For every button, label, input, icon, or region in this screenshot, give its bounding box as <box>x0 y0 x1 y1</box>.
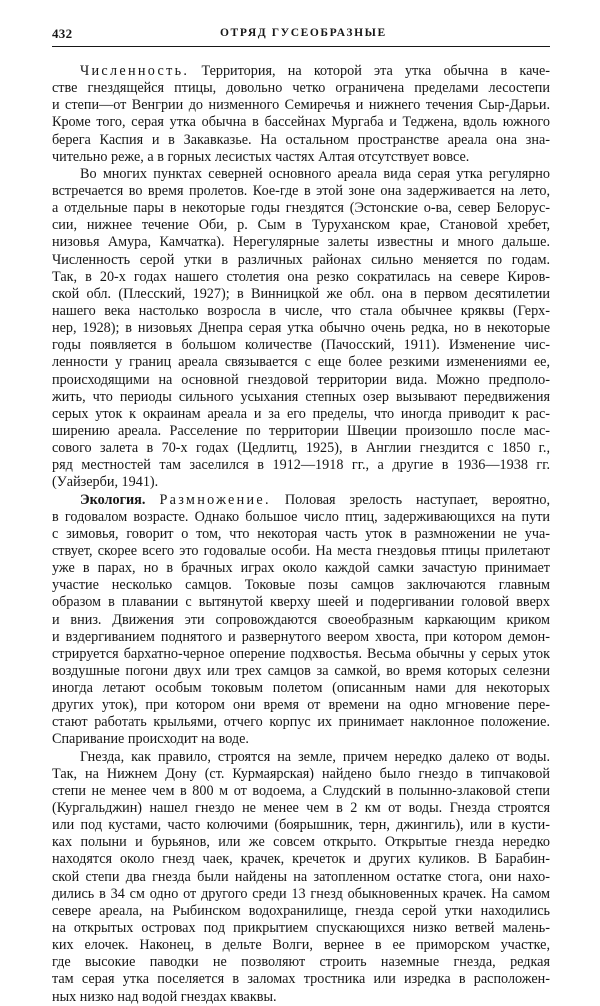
text-run: уже в парах, но в брачных играх около каждой самки зачастую принимает <box>52 560 550 577</box>
text-run: годы появляется в большом количестве (Пачосский, 1911). Изменение чис- <box>52 337 550 354</box>
text-run: ширению ареала. Расселение по территории Швеции произошло после мас- <box>52 422 550 439</box>
text-line <box>52 817 550 834</box>
text-run: Территория, на которой эта утка обычна в каче- <box>189 63 550 79</box>
text-line <box>52 766 550 783</box>
text-line <box>52 234 550 251</box>
text-run: на открытых островах под прикрытием спускающихся низко ветвей малень- <box>52 920 550 937</box>
text-line <box>52 560 550 577</box>
text-line <box>52 337 550 354</box>
text-run: ках полыни и бурьянов, или же совсем открыто. Открытые гнезда нередко <box>52 834 550 851</box>
text-line <box>52 886 550 903</box>
text-run: ской обл. (Плесский, 1927); в Винницкой же обл. она в первом десятилетии <box>52 285 550 302</box>
text-run: Половая зрелость наступает, вероятно, <box>270 491 550 508</box>
page-number: 432 <box>52 26 73 41</box>
text-line <box>52 286 550 303</box>
text-line <box>52 97 550 114</box>
text-line <box>52 714 550 731</box>
text-run: сии, нижнее течение Оби, р. Сым в Туруханском крае, Становой хребет, <box>52 217 550 234</box>
text-line <box>52 971 550 988</box>
text-line <box>52 132 550 149</box>
text-line <box>52 869 550 886</box>
text-line <box>52 217 550 234</box>
text-line <box>52 680 550 697</box>
text-line <box>52 663 550 680</box>
text-run: в годовалом возрасте. Однако большое число птиц, задерживающихся на пути <box>52 508 550 525</box>
text-line <box>52 697 550 714</box>
text-line <box>52 937 550 954</box>
text-run: жить, что периоды сильного усыхания степных озер вызывают передвижения <box>52 388 550 405</box>
text-line <box>52 320 550 337</box>
text-line <box>52 954 550 971</box>
text-line <box>52 509 550 526</box>
text-run: Так, на Нижнем Дону (ст. Курмаярская) найдено было гнездо в типчаковой <box>52 765 550 782</box>
text-line <box>52 749 550 766</box>
running-title: ОТРЯД ГУСЕОБРАЗНЫЕ <box>220 27 387 39</box>
text-line <box>52 440 550 457</box>
text-run: других уток), при котором они время от времени на одно мгновение пере- <box>52 697 550 714</box>
text-line <box>52 577 550 594</box>
text-run <box>145 492 159 508</box>
text-line <box>52 989 550 1006</box>
text-run: Кроме того, серая утка обычна в бассейнах Мургаба и Теджена, вдоль южного <box>52 114 550 131</box>
text-run: серых уток к окраинам ареала и за его пределы, что иногда приводит к рас- <box>52 405 550 422</box>
text-line <box>52 269 550 286</box>
text-run: ской степи два гнезда были найдены на затопленном остатке стога, они нахо- <box>52 868 550 885</box>
text-line <box>52 149 550 166</box>
text-line <box>52 80 550 97</box>
text-run: или под кустами, часто колючими (боярышник, терн, джингиль), или в кусти- <box>52 817 550 834</box>
subsection-heading: Размножение. <box>159 491 271 508</box>
text-run: степи не менее чем в 800 м от водоема, а Слудский в полынно-злаковой степи <box>52 782 550 799</box>
body-text <box>52 63 550 1006</box>
text-line <box>52 526 550 543</box>
text-run: нер, 1928); в низовьях Днепра серая утка обычно очень редка, но в некоторые <box>52 320 550 337</box>
text-line <box>52 903 550 920</box>
text-run: низовья Амура, Камчатка). Нерегулярные залеты известны и много дальше. <box>52 234 550 251</box>
text-line <box>52 183 550 200</box>
text-run: где высокие паводки не позволяют строить наземные гнезда, редкая <box>52 954 550 971</box>
text-run: и вздергиванием поднятого и развернутого веером хвоста, при котором демон- <box>52 628 550 645</box>
text-line <box>52 457 550 474</box>
text-line <box>52 406 550 423</box>
text-run: сового залета в 70-х годах (Цедлитц, 1925), в Англии гнездится с 1850 г., <box>52 440 550 457</box>
text-run: образом в плавании с вытянутой кверху шеей и подергивании головой вверх <box>52 594 550 611</box>
text-line <box>52 200 550 217</box>
text-run: встречается во время пролетов. Кое-где в этой зоне она задерживается на лето, <box>52 182 550 199</box>
text-run: Гнезда, как правило, строятся на земле, причем нередко далеко от воды. <box>80 748 550 765</box>
text-run: стве гнездящейся птицы, довольно четко ограничена пределами лесостепи <box>52 80 550 97</box>
text-line <box>52 354 550 371</box>
text-line <box>52 372 550 389</box>
text-line <box>52 783 550 800</box>
text-run: стрируется бархатно-черное оперение подхвостья. Весьма обычны у серых уток <box>52 645 550 662</box>
text-line <box>52 389 550 406</box>
text-run: стают работать крыльями, отчего корпус их принимает наклонное положение. <box>52 714 550 731</box>
text-run: иногда летают особым токовым полетом (описанным нами для некоторых <box>52 680 550 697</box>
text-line <box>52 612 550 629</box>
text-run: ленности у границ ареала связывается с еще более резкими изменениями ее, <box>52 354 550 371</box>
text-line <box>52 166 550 183</box>
text-run: (Кургальджин) нашел гнездо не менее чем в 2 км от воды. Гнезда строятся <box>52 800 550 817</box>
text-run: находятся около гнезд чаек, крачек, кречеток и других куликов. В Барабин- <box>52 851 550 868</box>
text-line <box>52 114 550 131</box>
text-line <box>52 423 550 440</box>
text-run: севере ареала, на Рыбинском водохранилище, гнезда серой утки находились <box>52 902 550 919</box>
text-line <box>52 63 550 80</box>
page-header <box>52 20 550 47</box>
text-run: и степи—от Венгрии до низменного Семиречья и нижнего течения Сыр-Дарьи. <box>52 97 550 114</box>
text-line <box>52 492 550 509</box>
text-run: а отдельные пары в некоторые годы гнездятся (Эстонские о-ва, север Белорус- <box>52 200 550 217</box>
text-line <box>52 303 550 320</box>
text-run: и вниз. Движения эти сопровождаются своеобразным каркающим криком <box>52 611 550 628</box>
text-line <box>52 474 550 491</box>
text-line <box>52 594 550 611</box>
text-run: берега Каспия и в Закавказье. На остальном пространстве ареала она зна- <box>52 131 550 148</box>
text-line <box>52 629 550 646</box>
text-run: (Уайзерби, 1941). <box>52 474 159 491</box>
text-run: ких елочек. Наконец, в дельте Волги, вернее в ее приморском участке, <box>52 937 550 954</box>
text-line <box>52 800 550 817</box>
text-line <box>52 252 550 269</box>
text-line <box>52 543 550 560</box>
text-run: дились в 34 см одно от другого среди 13 гнезд обыкновенных крачек. На самом <box>52 885 550 902</box>
text-run: воздушные погони двух или трех самцов за самкой, во время которых селезни <box>52 662 550 679</box>
text-run: там серая утка поселяется в заломах тростника или изредка в расположен- <box>52 971 550 988</box>
text-run: Спаривание происходит на воде. <box>52 731 249 748</box>
text-run: ствует, скорее всего это годовалые особи. На места гнездовья птицы прилетают <box>52 542 550 559</box>
text-run: нашего века настолько возросла в числе, что стала обычнее кряквы (Герх- <box>52 302 550 319</box>
section-heading: Экология. <box>80 491 146 508</box>
text-run: Во многих пунктах северней основного ареала вида серая утка регулярно <box>80 165 550 182</box>
text-run: чительно реже, а в горных лесистых частях Алтая отсутствует вовсе. <box>52 148 470 165</box>
text-line <box>52 851 550 868</box>
subsection-heading: Численность. <box>80 63 190 79</box>
text-run: Так, в 20-х годах нашего столетия она резко сократилась на севере Киров- <box>52 268 550 285</box>
text-run: ных низко над водой гнездах кваквы. <box>52 988 277 1005</box>
text-run: происходящими на основной гнездовой территории вида. Можно предполо- <box>52 371 550 388</box>
text-run: участие несколько самцов. Токовые позы самцов заключаются главным <box>52 577 550 594</box>
text-line <box>52 920 550 937</box>
text-run: ряд местностей там заселился в 1912—1918 гг., а другие в 1936—1938 гг. <box>52 457 550 474</box>
text-line <box>52 731 550 748</box>
text-run: с зимовья, говорит о том, что некоторая часть уток в размножении не уча- <box>52 525 550 542</box>
text-line <box>52 646 550 663</box>
text-line <box>52 834 550 851</box>
text-run: Численность серой утки в различных районах сильно меняется по годам. <box>52 251 550 268</box>
